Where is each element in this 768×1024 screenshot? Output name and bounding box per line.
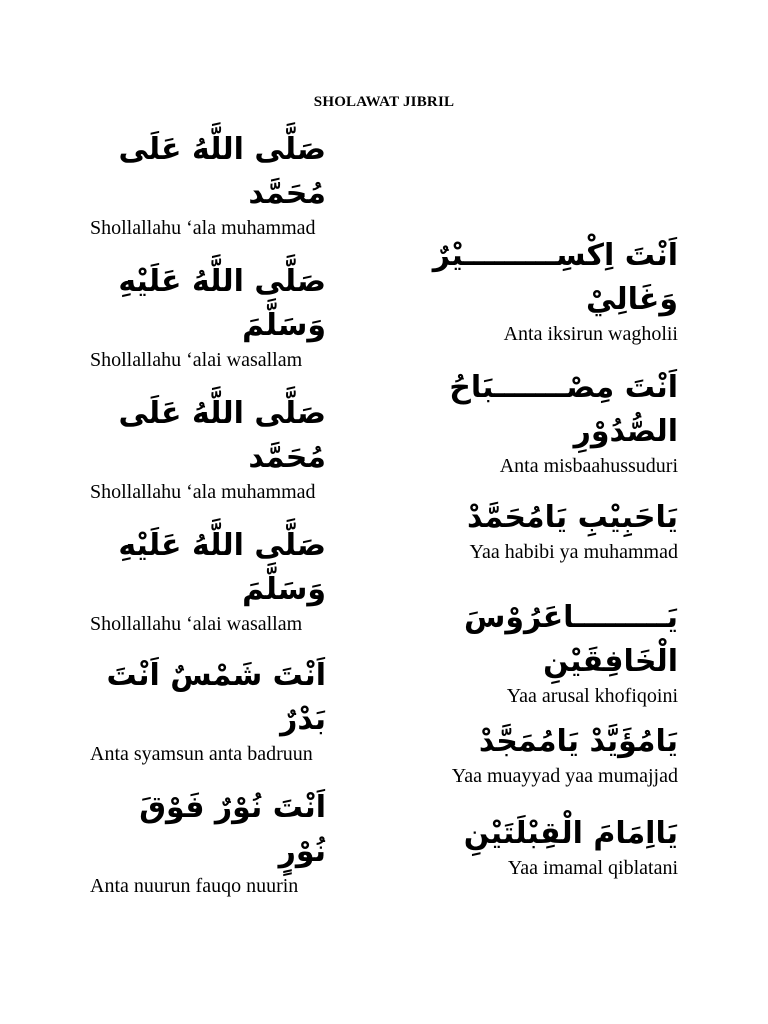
verse-right-3 bbox=[400, 496, 678, 564]
arabic-text: اَنْتَ مِصْـــــــبَاحُ الصُّدُوْرِ bbox=[449, 370, 678, 449]
verse-left-1 bbox=[90, 128, 360, 240]
arabic-text: يَااِمَامَ الْقِبْلَتَيْنِ bbox=[463, 816, 678, 851]
transliteration: Yaa imamal qiblatani bbox=[507, 857, 678, 879]
verse-right-4 bbox=[400, 596, 678, 708]
transliteration: Anta nuurun fauqo nuurin bbox=[90, 875, 299, 897]
arabic-text: اَنْتَ نُوْرٌ فَوْقَ نُوْرٍ bbox=[139, 790, 326, 869]
transliteration: Anta syamsun anta badruun bbox=[90, 743, 313, 765]
verse-right-6 bbox=[400, 812, 678, 880]
arabic-text: اَنْتَ شَمْسٌ اَنْتَ بَدْرٌ bbox=[106, 658, 326, 737]
verse-right-2 bbox=[400, 366, 678, 478]
transliteration: Anta misbaahussuduri bbox=[499, 455, 678, 477]
transliteration: Anta iksirun wagholii bbox=[503, 323, 678, 345]
verse-left-6 bbox=[90, 786, 360, 898]
arabic-text: صَلَّى اللَّهُ عَلَيْهِ وَسَلَّمَ bbox=[118, 528, 326, 607]
verse-left-2 bbox=[90, 260, 360, 372]
arabic-text: يَامُؤَيَّدْ يَامُمَجَّدْ bbox=[478, 724, 678, 759]
transliteration: Shollallahu ‘ala muhammad bbox=[90, 217, 316, 239]
arabic-text: يَـــــــــاعَرُوْسَ الْخَافِقَيْنِ bbox=[463, 600, 678, 679]
arabic-text: يَاحَبِيْبِ يَامُحَمَّدْ bbox=[466, 500, 678, 535]
page-title: SHOLAWAT JIBRIL bbox=[313, 94, 455, 110]
transliteration: Yaa arusal khofiqoini bbox=[506, 685, 678, 707]
arabic-text: اَنْتَ اِكْسِـــــــــيْرٌ وَغَالِيْ bbox=[432, 238, 678, 317]
verse-left-3 bbox=[90, 392, 360, 504]
transliteration: Yaa muayyad yaa mumajjad bbox=[451, 765, 678, 787]
verse-right-5 bbox=[400, 720, 678, 788]
arabic-text: صَلَّى اللَّهُ عَلَيْهِ وَسَلَّمَ bbox=[118, 264, 326, 343]
transliteration: Shollallahu ‘alai wasallam bbox=[90, 613, 303, 635]
transliteration: Shollallahu ‘alai wasallam bbox=[90, 349, 303, 371]
arabic-text: صَلَّى اللَّهُ عَلَى مُحَمَّد bbox=[118, 396, 326, 475]
transliteration: Shollallahu ‘ala muhammad bbox=[90, 481, 316, 503]
verse-left-4 bbox=[90, 524, 360, 636]
arabic-text: صَلَّى اللَّهُ عَلَى مُحَمَّد bbox=[118, 132, 326, 211]
verse-right-1 bbox=[400, 234, 678, 346]
verse-left-5 bbox=[90, 654, 360, 766]
transliteration: Yaa habibi ya muhammad bbox=[469, 541, 678, 563]
